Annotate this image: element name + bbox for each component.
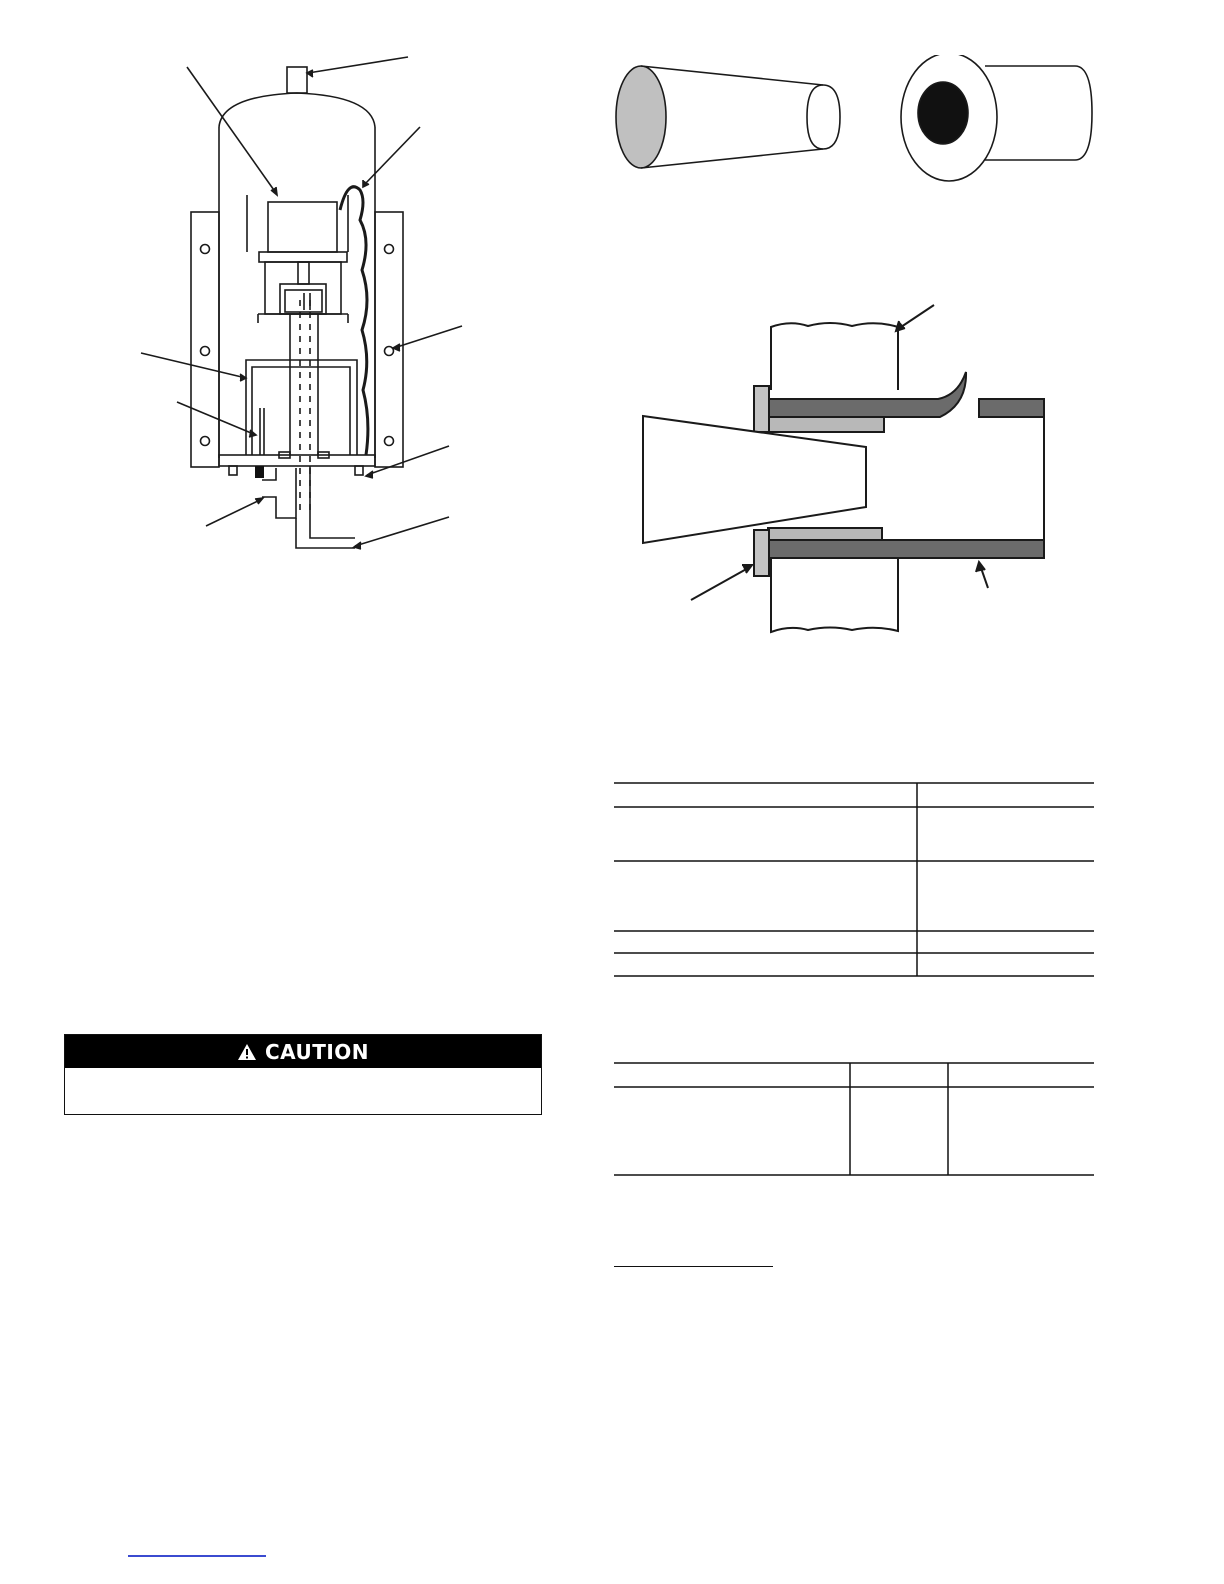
sleeve-bore (918, 82, 968, 144)
motor-block (268, 202, 337, 252)
plug-and-sleeve-figure (600, 55, 1105, 190)
caution-title: CAUTION (264, 1039, 370, 1064)
discharge-nozzle (287, 67, 307, 93)
caution-body (65, 1068, 541, 1114)
footer-link[interactable] (128, 1555, 266, 1557)
caution-header (65, 1035, 541, 1068)
shell-dome (219, 93, 375, 127)
caution-box (64, 1034, 542, 1115)
table-2 (612, 1060, 1096, 1180)
footnote-rule (614, 1266, 773, 1267)
plug-large-end (616, 66, 666, 168)
mounting-bracket-right (375, 212, 403, 467)
table-1 (612, 780, 1096, 980)
tube-plug-section-figure (630, 295, 1070, 640)
compressor-cutaway-figure (110, 40, 470, 570)
mounting-bracket-left (191, 212, 219, 467)
warning-triangle-icon (237, 1043, 257, 1061)
